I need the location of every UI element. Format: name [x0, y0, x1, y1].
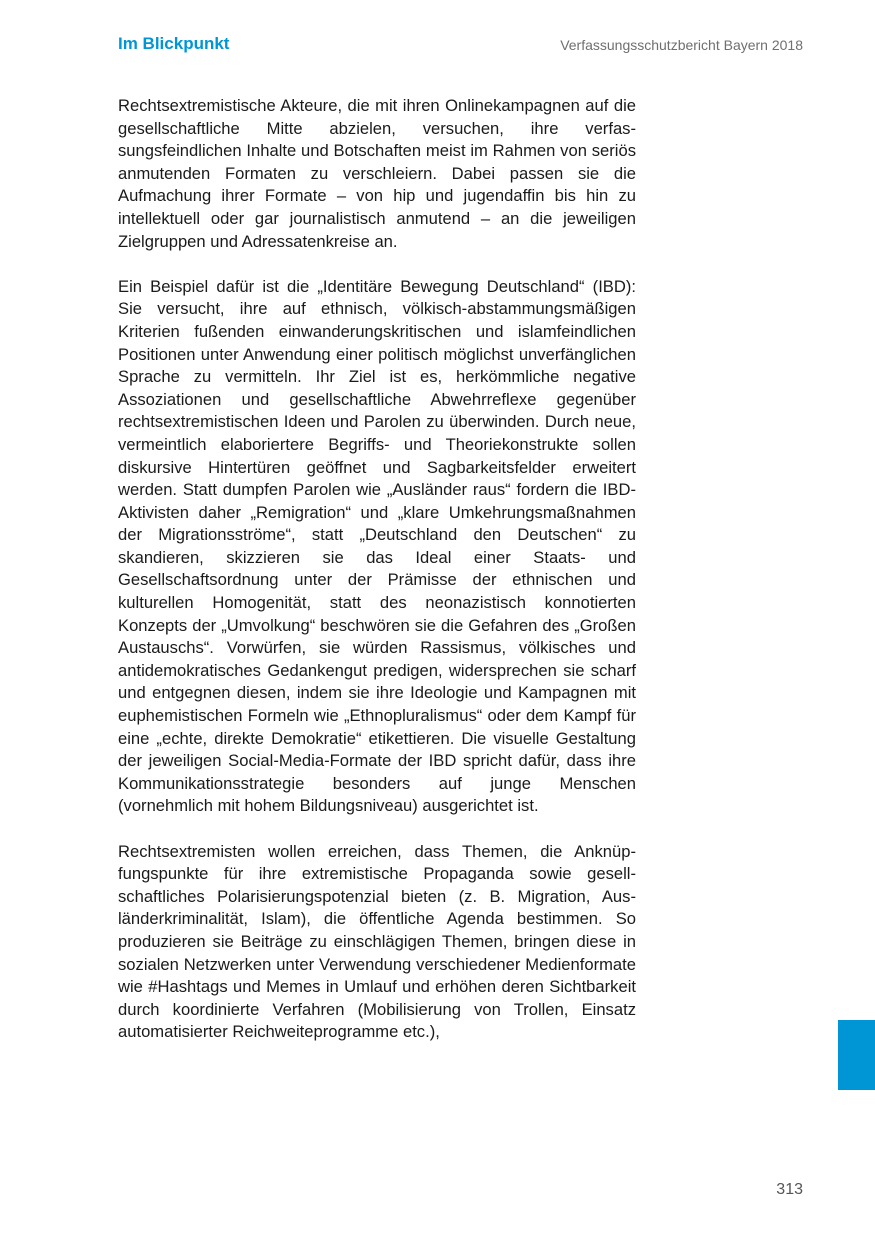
- section-title: Im Blickpunkt: [118, 34, 230, 53]
- paragraph: Rechtsextremistische Akteure, die mit ihren Onlinekampagnen auf die gesellschaftliche Mitte abzielen, versuchen, ihre verfassungsfeindlichen Inhalte und Botschaften meist im Rahmen von seriös anmutenden Formaten zu verschleiern. Dabei passen sie die Aufmachung ihrer Formate – von hip und jugendaffin bis hin zu intellektuell oder gar journalistisch anmutend – an die jeweiligen Zielgruppen und Adressatenkreise an.: [118, 96, 636, 251]
- paragraph: Rechtsextremisten wollen erreichen, dass Themen, die Anknüpfungspunkte für ihre extremistische Propaganda sowie gesellschaftliches Polarisierungspotenzial bieten (z. B. Migration, Ausländerkriminalität, Islam), die öffentliche Agenda bestimmen. So produzieren sie Beiträge zu einschlägigen Themen, bringen diese in sozialen Netzwerken unter Verwendung verschiedener Medienformate wie #Hashtags und Memes in Umlauf und erhöhen deren Sichtbarkeit durch koordinierte Verfahren (Mobilisierung von Trollen, Einsatz automatisierter Reichweiteprogramme etc.),: [118, 841, 636, 1042]
- body-text: [118, 95, 636, 1067]
- chapter-tab-marker: [838, 1020, 875, 1090]
- page-number: 313: [776, 1181, 803, 1198]
- paragraph: Ein Beispiel dafür ist die „Identitäre Bewegung Deutschland“ (IBD): Sie versucht, ihre auf ethnisch, völkisch-abstammungsmäßigen Kriterien fußenden einwanderungskritischen und islamfeindlichen Positionen unter Anwendung einer politisch möglichst unverfänglichen Sprache zu vermitteln. Ihr Ziel ist es, herkömmliche negative Assoziationen und gesellschaftliche Abwehrreflexe gegenüber rechtsextremistischen Ideen und Parolen zu überwinden. Durch neue, vermeintlich elaboriertere Begriffs- und Theoriekonstrukte sollen diskursive Hintertüren geöffnet und Sagbarkeitsfelder erweitert werden. Statt dumpfen Parolen wie „Ausländer raus“ fordern die IBD-Aktivisten daher „Remigration“ und „klare Umkehrungsmaßnahmen der Migrationsströme“, statt „Deutschland den Deutschen“ zu skandieren, skizzieren sie das Ideal einer Staats- und Gesellschaftsordnung unter der Prämisse der ethnischen und kulturellen Homogenität, statt des neonazistisch konnotierten Konzepts der „Umvolkung“ beschwören sie die Gefahren des „Großen Austauschs“. Vorwürfen, sie würden Rassismus, völkisches und antidemokratisches Gedankengut predigen, widersprechen sie scharf und entgegnen diesen, indem sie ihre Ideologie und Kampagnen mit euphemistischen Formeln wie „Ethnopluralismus“ oder dem Kampf für eine „echte, direkte Demokratie“ etikettieren. Die visuelle Gestaltung der jeweiligen Social-Media-Formate der IBD spricht dafür, dass ihre Kommunikationsstrategie besonders auf junge Menschen (vornehmlich mit hohem Bildungsniveau) ausgerichtet ist.: [118, 276, 636, 816]
- document-title: Verfassungsschutzbericht Bayern 2018: [560, 37, 803, 53]
